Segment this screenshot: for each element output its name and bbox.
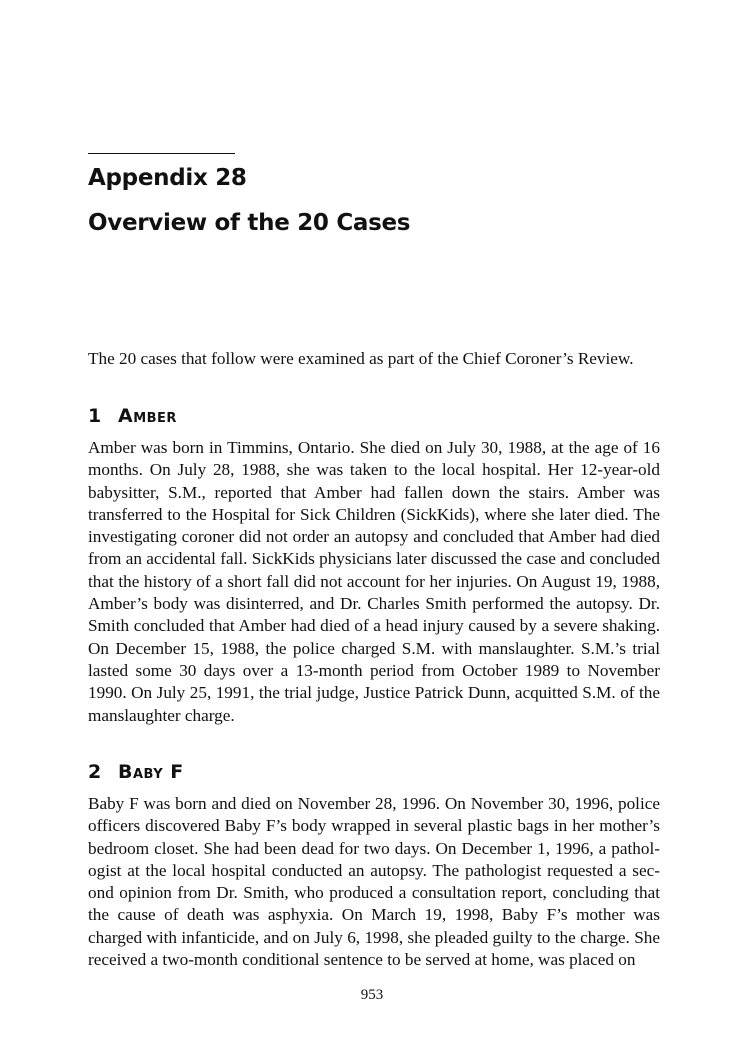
section-number: 2	[88, 761, 102, 783]
section-name: Amber	[118, 405, 177, 427]
header-rule	[88, 153, 235, 154]
appendix-label: Appendix 28	[88, 165, 247, 191]
page-title: Overview of the 20 Cases	[88, 210, 411, 236]
section-paragraph-baby-f: Baby F was born and died on November 28, 1996. On November 30, 1996, police officers discovered Baby F’s body wrapped in several plastic bags in her mother’s bedroom closet. She had been dead for two days. On December 1, 1996, a pathologist at the local hospital conducted an autopsy. The pathologist requested a second opinion from Dr. Smith, who produced a consultation report, concluding that the cause of death was asphyxia. On March 19, 1998, Baby F’s mother was charged with infanticide, and on July 6, 1998, she pleaded guilty to the charge. She received a two-month conditional sentence to be served at home, was placed on	[88, 794, 660, 970]
section-number: 1	[88, 405, 102, 427]
page-number: 953	[360, 987, 384, 1003]
section-heading-amber	[88, 403, 177, 429]
section-paragraph-amber: Amber was born in Timmins, Ontario. She died on July 30, 1988, at the age of 16 months. On July 28, 1988, she was taken to the local hospital. Her 12-year-old babysitter, S.M., reported that Amber had fallen down the stairs. Amber was transferred to the Hospital for Sick Children (SickKids), where she later died. The investigating coroner did not order an autopsy and concluded that Amber had died from an accidental fall. SickKids physicians later discussed the case and concluded that the history of a short fall did not account for her injuries. On August 19, 1988, Amber’s body was disinterred, and Dr. Charles Smith performed the autopsy. Dr. Smith concluded that Amber had died of a head injury caused by a severe shaking. On December 15, 1988, the police charged S.M. with manslaughter. S.M.’s trial lasted some 30 days over a 13-month period from October 1989 to November 1990. On July 25, 1991, the trial judge, Justice Patrick Dunn, acquitted S.M. of the manslaughter charge.	[88, 438, 660, 725]
section-heading-baby-f	[88, 759, 184, 785]
section-name: Baby F	[118, 761, 184, 783]
intro-paragraph: The 20 cases that follow were examined as part of the Chief Coroner’s Review.	[88, 349, 634, 368]
